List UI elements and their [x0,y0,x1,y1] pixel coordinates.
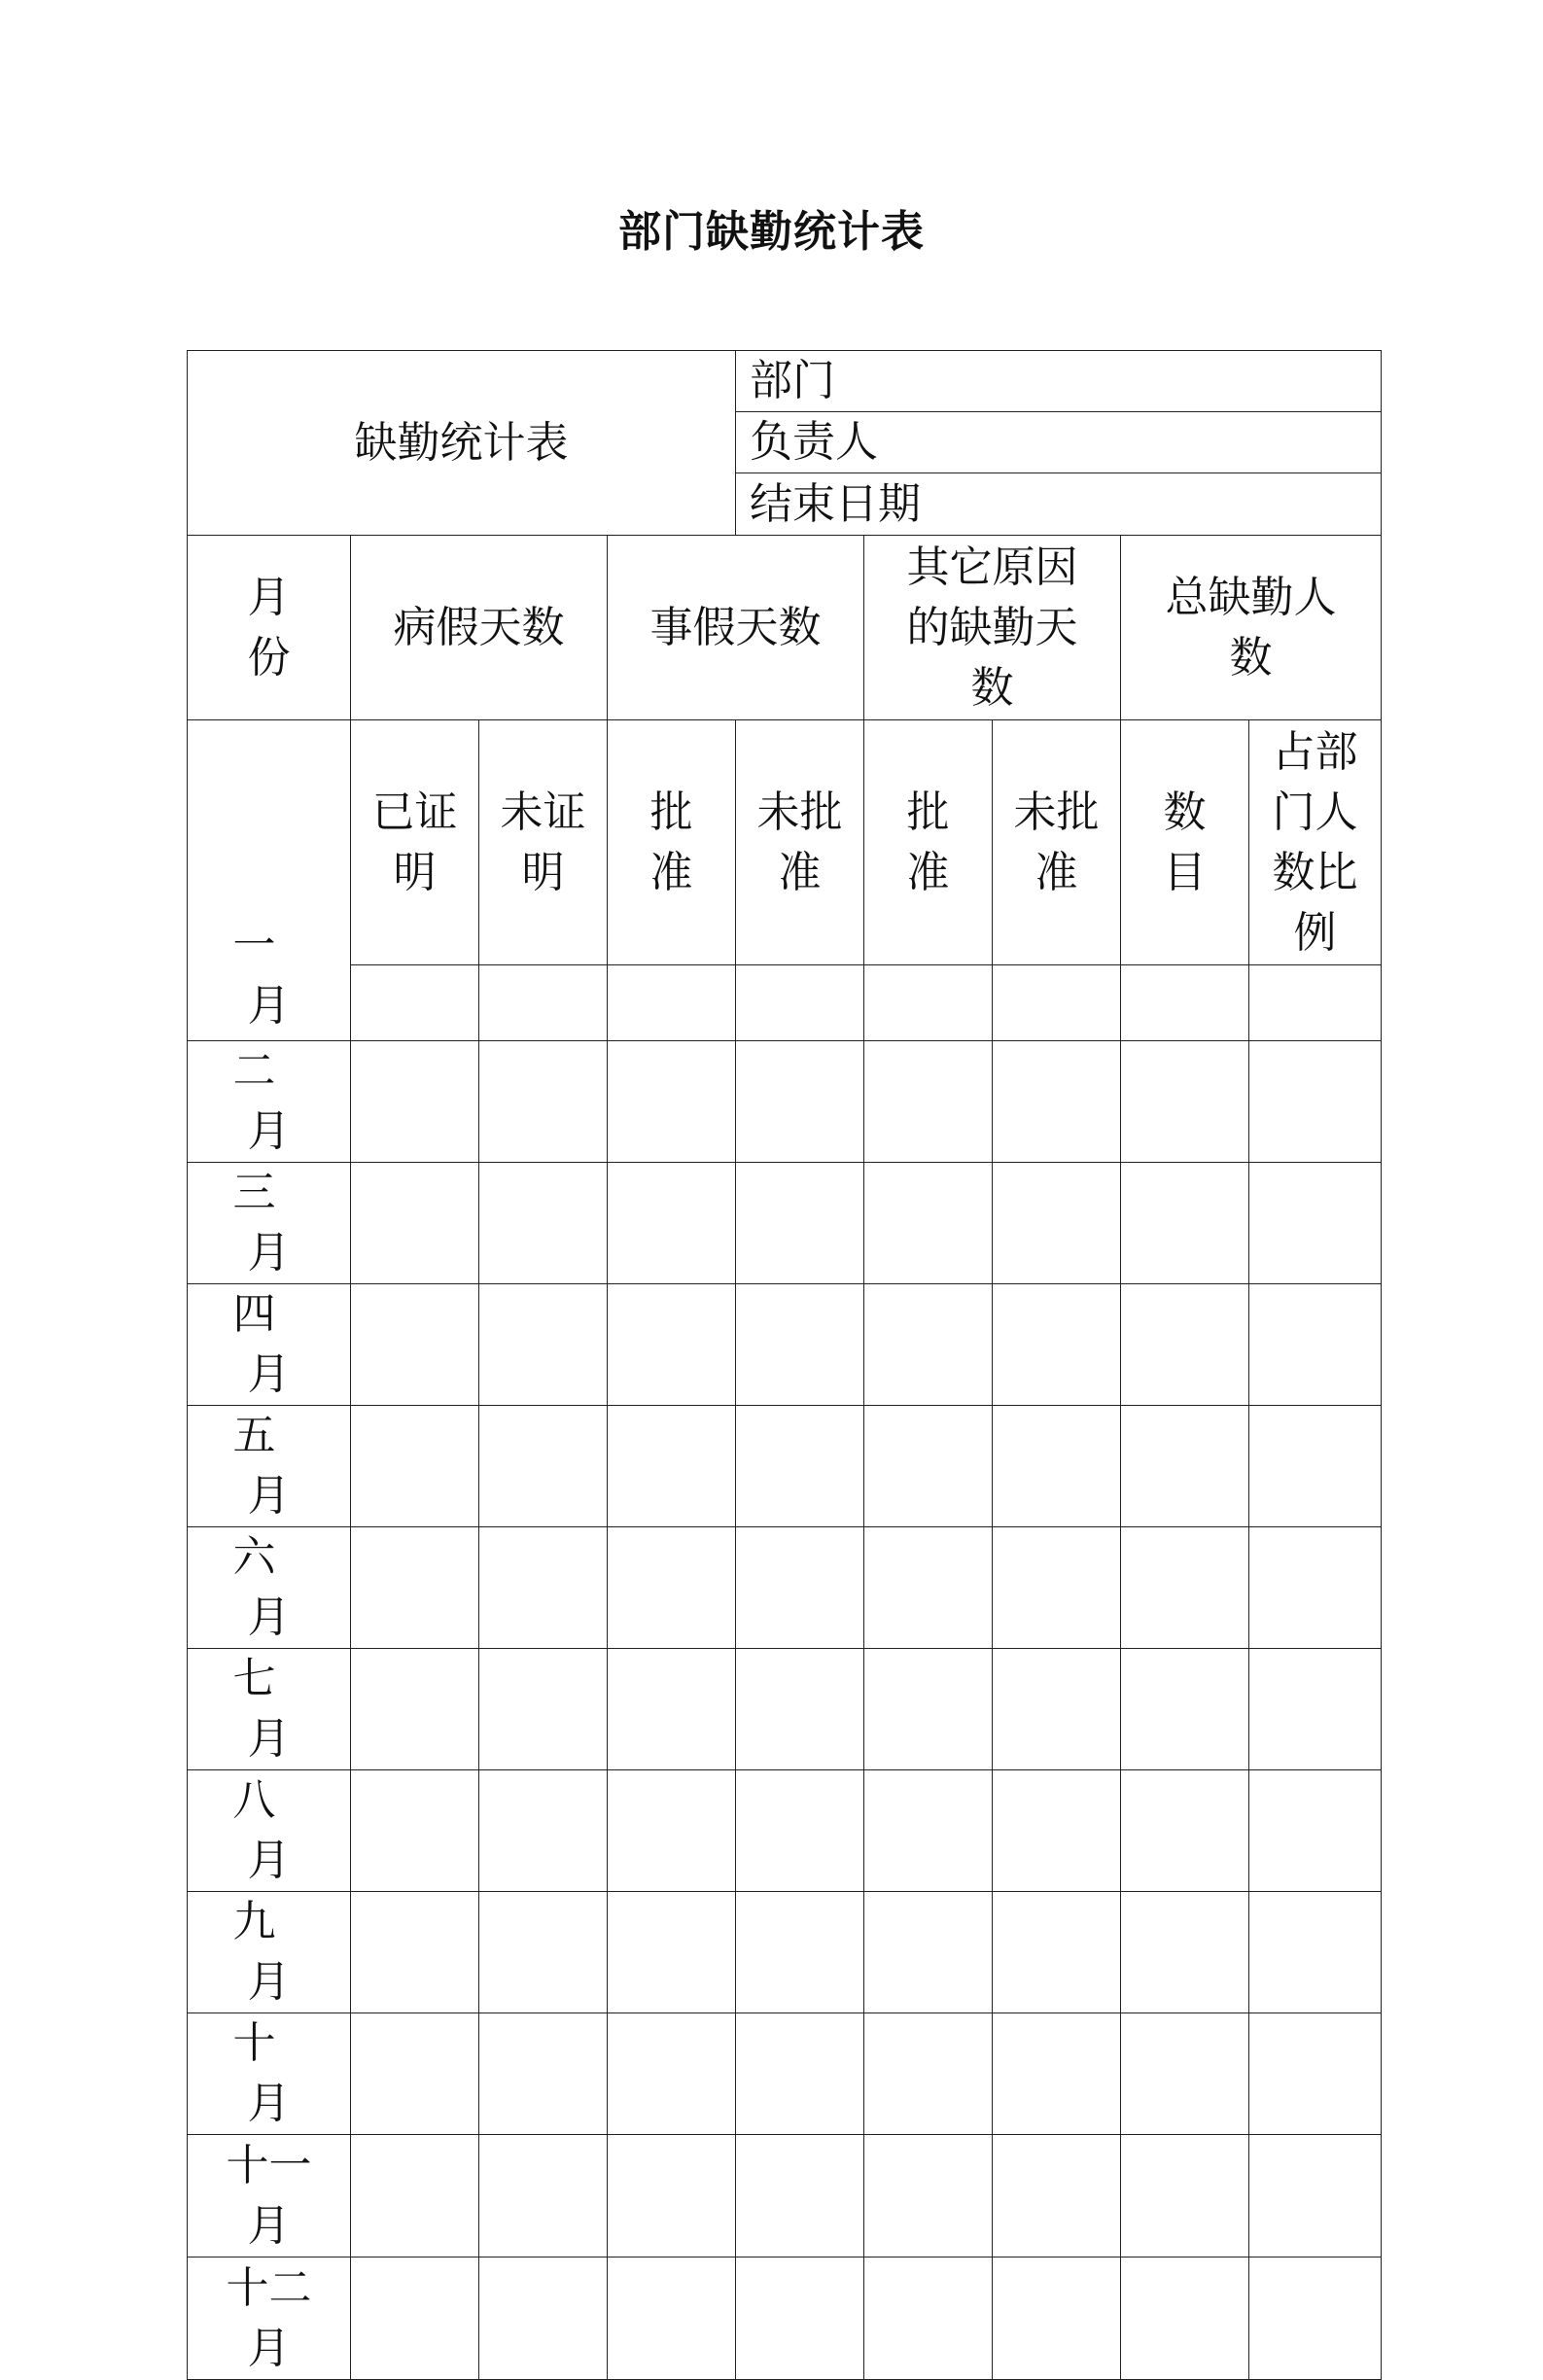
col-month: 月份 [188,536,351,720]
cell[interactable] [736,1406,864,1527]
cell[interactable] [608,965,736,1041]
cell[interactable] [1121,1649,1249,1770]
cell[interactable] [608,2258,736,2380]
col-other-absence: 其它原因的缺勤天数 [864,536,1121,720]
cell[interactable] [993,1406,1121,1527]
cell[interactable] [479,1892,608,2013]
cell[interactable] [1249,1649,1382,1770]
cell[interactable] [351,1041,479,1163]
cell[interactable] [1249,1284,1382,1406]
cell[interactable] [736,1770,864,1892]
table-row [188,1041,1382,1163]
cell[interactable] [1121,1527,1249,1649]
col-sick-leave: 病假天数 [351,536,608,720]
cell[interactable] [993,2013,1121,2135]
month-label: 六 月 [188,1527,351,1649]
cell[interactable] [864,2013,993,2135]
cell[interactable] [479,1406,608,1527]
cell[interactable] [479,2258,608,2380]
cell[interactable] [1249,1892,1382,2013]
cell[interactable] [1249,1041,1382,1163]
cell[interactable] [479,1041,608,1163]
cell[interactable] [864,1892,993,2013]
cell[interactable] [351,965,479,1041]
cell[interactable] [351,2013,479,2135]
cell[interactable] [608,1892,736,2013]
cell[interactable] [1249,2258,1382,2380]
cell[interactable] [993,965,1121,1041]
month-label: 四 月 [188,1284,351,1406]
cell[interactable] [736,2013,864,2135]
month-label: 二 月 [188,1041,351,1163]
cell[interactable] [479,2135,608,2258]
cell[interactable] [608,2135,736,2258]
cell[interactable] [993,1892,1121,2013]
cell[interactable] [1121,1041,1249,1163]
cell[interactable] [864,965,993,1041]
cell[interactable] [1249,965,1382,1041]
cell[interactable] [608,1527,736,1649]
cell[interactable] [1249,1770,1382,1892]
cell[interactable] [993,1041,1121,1163]
cell[interactable] [993,1284,1121,1406]
cell[interactable] [608,1041,736,1163]
field-manager[interactable]: 负责人 [736,412,1382,473]
cell[interactable] [993,1527,1121,1649]
cell[interactable] [479,1649,608,1770]
cell[interactable] [864,1527,993,1649]
month-label: 十一月 [188,2135,351,2258]
cell[interactable] [608,1163,736,1284]
cell[interactable] [479,1770,608,1892]
col-total-absent: 总缺勤人数 [1121,536,1382,720]
cell[interactable] [736,1527,864,1649]
cell[interactable] [1249,2135,1382,2258]
cell[interactable] [351,1649,479,1770]
cell[interactable] [736,1284,864,1406]
absence-table [187,350,1382,2380]
cell[interactable] [993,2135,1121,2258]
cell[interactable] [608,2013,736,2135]
cell[interactable] [864,1041,993,1163]
cell[interactable] [1249,2013,1382,2135]
table-row [188,1892,1382,2013]
cell[interactable] [864,1284,993,1406]
month-label: 七 月 [188,1649,351,1770]
cell[interactable] [1121,2013,1249,2135]
field-end-date[interactable]: 结束日期 [736,473,1382,536]
cell[interactable] [1121,1284,1249,1406]
cell[interactable] [479,1284,608,1406]
table-row [188,1649,1382,1770]
sub-total-count: 数目 [1121,720,1249,965]
cell[interactable] [864,1649,993,1770]
cell[interactable] [1249,1406,1382,1527]
table-row [188,2258,1382,2380]
cell[interactable] [736,2258,864,2380]
cell[interactable] [1121,1406,1249,1527]
table-row [188,1163,1382,1284]
cell[interactable] [608,1770,736,1892]
cell[interactable] [351,2258,479,2380]
cell[interactable] [864,2135,993,2258]
cell[interactable] [736,1041,864,1163]
cell[interactable] [864,1406,993,1527]
col-personal-leave: 事假天数 [608,536,864,720]
cell[interactable] [736,1649,864,1770]
cell[interactable] [993,1649,1121,1770]
month-label: 十二月 [188,2258,351,2380]
cell[interactable] [736,2135,864,2258]
cell[interactable] [351,1284,479,1406]
cell[interactable] [479,965,608,1041]
sub-total-ratio: 占部门人数比例 [1249,720,1382,965]
cell[interactable] [864,1163,993,1284]
month-label: 十 月 [188,2013,351,2135]
sub-sick-proven: 已证明 [351,720,479,965]
field-department[interactable]: 部门 [736,351,1382,412]
cell[interactable] [993,1770,1121,1892]
page-title: 部门缺勤统计表 [618,207,925,257]
table-row [188,1284,1382,1406]
cell[interactable] [736,1163,864,1284]
sub-sick-unproven: 未证明 [479,720,608,965]
sub-other-unapproved: 未批准 [993,720,1121,965]
cell[interactable] [479,2013,608,2135]
cell[interactable] [479,1163,608,1284]
cell[interactable] [993,2258,1121,2380]
sub-other-approved: 批准 [864,720,993,965]
table-row [188,1527,1382,1649]
table-row [188,1406,1382,1527]
month-label-jan: 一 月 [188,720,351,1041]
cell[interactable] [1249,1163,1382,1284]
cell[interactable] [1121,1163,1249,1284]
cell[interactable] [1121,965,1249,1041]
form-name: 缺勤统计表 [188,351,736,536]
cell[interactable] [351,1892,479,2013]
cell[interactable] [608,1406,736,1527]
month-label: 五 月 [188,1406,351,1527]
cell[interactable] [864,2258,993,2380]
cell[interactable] [351,1163,479,1284]
table-row [188,1770,1382,1892]
cell[interactable] [1121,1770,1249,1892]
cell[interactable] [1121,2258,1249,2380]
month-label: 八 月 [188,1770,351,1892]
cell[interactable] [351,1406,479,1527]
cell[interactable] [351,1770,479,1892]
sub-personal-approved: 批准 [608,720,736,965]
cell[interactable] [1121,1892,1249,2013]
cell[interactable] [1249,1527,1382,1649]
cell[interactable] [351,2135,479,2258]
cell[interactable] [736,1892,864,2013]
cell[interactable] [608,1284,736,1406]
cell[interactable] [993,1163,1121,1284]
month-label: 九 月 [188,1892,351,2013]
cell[interactable] [1121,2135,1249,2258]
cell[interactable] [351,1527,479,1649]
cell[interactable] [864,1770,993,1892]
cell[interactable] [736,965,864,1041]
cell[interactable] [479,1527,608,1649]
table-row [188,2135,1382,2258]
month-label: 三 月 [188,1163,351,1284]
table-row [188,2013,1382,2135]
sub-personal-unapproved: 未批准 [736,720,864,965]
cell[interactable] [608,1649,736,1770]
